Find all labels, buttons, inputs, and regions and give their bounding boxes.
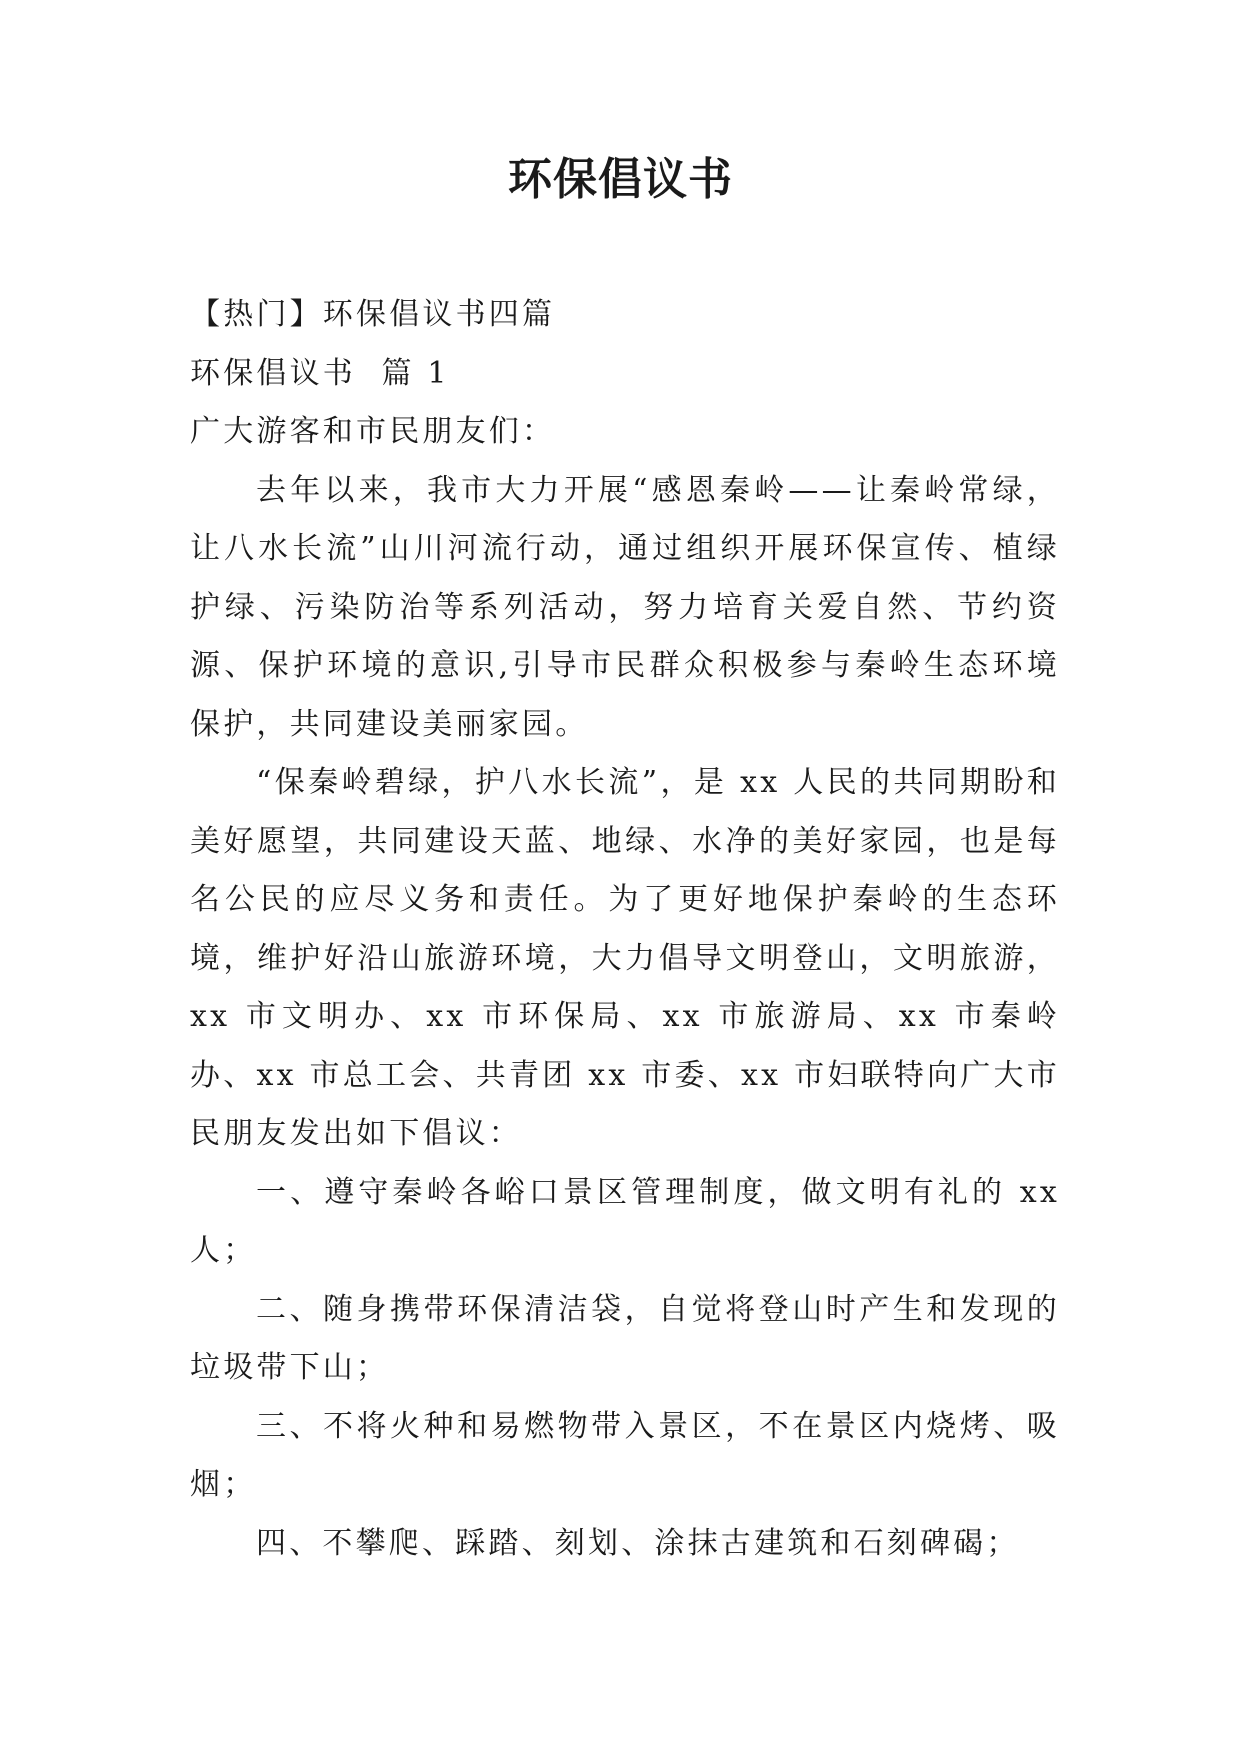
section-heading: 环保倡议书 篇 1 [190,355,450,391]
document-title: 环保倡议书 [508,154,733,205]
proposal-item-2: 二、随身携带环保清洁袋，自觉将登山时产生和发现的垃圾带下山； [190,1291,1060,1385]
proposal-item-1: 一、遵守秦岭各峪口景区管理制度，做文明有礼的 xx 人； [190,1174,1060,1268]
proposal-item-3: 三、不将火种和易燃物带入景区，不在景区内烧烤、吸烟； [190,1408,1060,1502]
paragraph-proposal: “保秦岭碧绿，护八水长流”，是 xx 人民的共同期盼和美好愿望，共同建设天蓝、地绿、水净的美好家园，也是每名公民的应尽义务和责任。为了更好地保护秦岭的生态环境，维护好沿山旅游环境，大力倡导文明登山，文明旅游，xx 市文明办、xx 市环保局、xx 市旅游局、xx 市秦岭办、xx 市总工会、共青团 xx 市委、xx 市妇联特向广大市民朋友发出如下倡议： [190,765,1060,1151]
paragraph-intro: 去年以来，我市大力开展“感恩秦岭——让秦岭常绿，让八水长流”山川河流行动，通过组织开展环保宣传、植绿护绿、污染防治等系列活动，努力培育关爱自然、节约资源、保护环境的意识,引导市民群众积极参与秦岭生态环境保护，共同建设美丽家园。 [190,472,1060,742]
document-subtitle: 【热门】环保倡议书四篇 [190,297,556,332]
salutation: 广大游客和市民朋友们： [190,414,556,449]
document-body [190,286,1060,1573]
proposal-item-4: 四、不攀爬、踩踏、刻划、涂抹古建筑和石刻碑碣； [256,1525,1020,1561]
